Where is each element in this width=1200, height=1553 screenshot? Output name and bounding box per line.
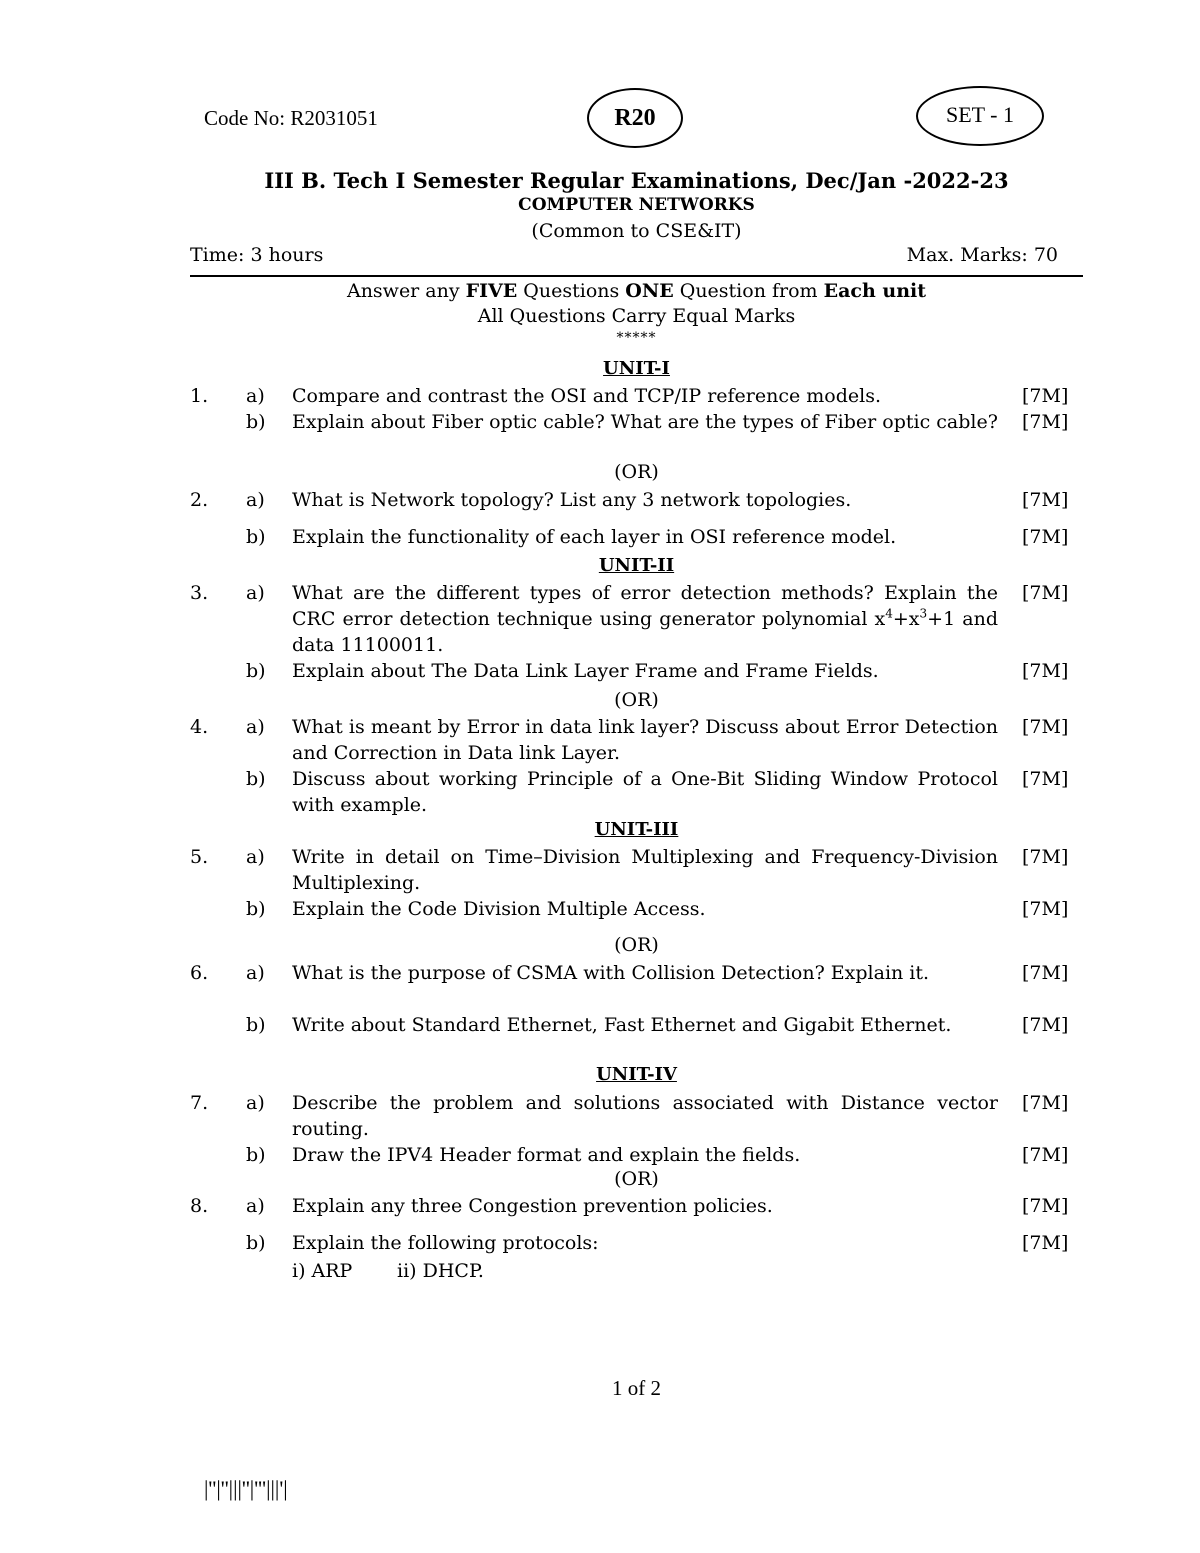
part-label: a) — [246, 582, 265, 604]
superscript: 4 — [885, 606, 893, 621]
question-text: Explain the following protocols: — [292, 1232, 599, 1254]
part-label: b) — [246, 1232, 266, 1254]
question-text: What is the purpose of CSMA with Collision Detection? Explain it. — [292, 962, 930, 984]
marks: [7M] — [1022, 526, 1069, 548]
instruction-line-2: All Questions Carry Equal Marks — [477, 305, 796, 327]
marks: [7M] — [1022, 898, 1069, 920]
part-label: a) — [246, 962, 265, 984]
question-text: Write about Standard Ethernet, Fast Ethernet and Gigabit Ethernet. — [292, 1014, 952, 1036]
or-separator: (OR) — [614, 1168, 659, 1190]
unit-heading: UNIT-III — [594, 819, 679, 840]
instr-text: Answer any — [346, 280, 466, 302]
part-label: b) — [246, 1144, 266, 1166]
subject-title: COMPUTER NETWORKS — [518, 195, 755, 215]
option-arp: i) ARP — [292, 1260, 353, 1282]
marks: [7M] — [1022, 489, 1069, 511]
question-text: Describe the problem and solutions associated with Distance vector routing. — [292, 1092, 998, 1140]
part-label: b) — [246, 768, 266, 790]
part-label: b) — [246, 526, 266, 548]
or-separator: (OR) — [614, 689, 659, 711]
marks: [7M] — [1022, 846, 1069, 868]
instr-bold: Each unit — [823, 280, 927, 302]
instr-bold: ONE — [625, 280, 674, 302]
set-badge: SET - 1 — [916, 86, 1044, 146]
unit-heading: UNIT-II — [598, 555, 675, 576]
question-text-part: +x — [892, 608, 920, 630]
part-label: b) — [246, 1014, 266, 1036]
question-text: Explain about The Data Link Layer Frame and Frame Fields. — [292, 660, 879, 682]
question-number: 6. — [190, 962, 209, 984]
instr-bold: FIVE — [465, 280, 518, 302]
marks: [7M] — [1022, 716, 1069, 738]
marks: [7M] — [1022, 962, 1069, 984]
regulation-badge: R20 — [587, 88, 683, 148]
marks: [7M] — [1022, 1092, 1069, 1114]
or-separator: (OR) — [614, 934, 659, 956]
marks: [7M] — [1022, 385, 1069, 407]
question-text: Write in detail on Time–Division Multiplexing and Frequency-Division Multiplexing. — [292, 846, 998, 894]
marks: [7M] — [1022, 1195, 1069, 1217]
question-text: Draw the IPV4 Header format and explain the fields. — [292, 1144, 801, 1166]
part-label: a) — [246, 1092, 265, 1114]
stars-separator: ***** — [616, 330, 657, 346]
question-text: What is Network topology? List any 3 network topologies. — [292, 489, 852, 511]
time-allowed: Time: 3 hours — [190, 244, 324, 266]
question-number: 2. — [190, 489, 209, 511]
part-label: b) — [246, 660, 266, 682]
header-divider — [190, 275, 1083, 277]
question-number: 1. — [190, 385, 209, 407]
part-label: a) — [246, 489, 265, 511]
part-label: b) — [246, 898, 266, 920]
question-text: Discuss about working Principle of a One-Bit Sliding Window Protocol with example. — [292, 768, 998, 816]
marks: [7M] — [1022, 1014, 1069, 1036]
question-text: Explain any three Congestion prevention policies. — [292, 1195, 773, 1217]
max-marks: Max. Marks: 70 — [906, 244, 1058, 266]
instr-text: Question from — [673, 280, 824, 302]
time-marks-row — [190, 244, 1083, 266]
part-label: a) — [246, 716, 265, 738]
question-text — [292, 580, 998, 658]
question-text: Explain the functionality of each layer in OSI reference model. — [292, 526, 897, 548]
marks: [7M] — [1022, 1144, 1069, 1166]
page-number: 1 of 2 — [612, 1376, 661, 1400]
unit-heading: UNIT-I — [603, 358, 670, 379]
marks: [7M] — [1022, 768, 1069, 790]
exam-title: III B. Tech I Semester Regular Examinations, Dec/Jan -2022-23 — [264, 168, 1009, 193]
marks: [7M] — [1022, 660, 1069, 682]
part-label: a) — [246, 1195, 265, 1217]
part-label: b) — [246, 411, 266, 433]
question-text: Compare and contrast the OSI and TCP/IP reference models. — [292, 385, 882, 407]
question-number: 8. — [190, 1195, 209, 1217]
question-number: 7. — [190, 1092, 209, 1114]
question-text: What is meant by Error in data link layer? Discuss about Error Detection and Correction in Data link Layer. — [292, 716, 998, 764]
or-separator: (OR) — [614, 461, 659, 483]
superscript: 3 — [919, 606, 928, 621]
question-number: 4. — [190, 716, 209, 738]
instr-text: Questions — [517, 280, 626, 302]
question-text-part: +1 and data 11100011. — [292, 608, 998, 656]
part-label: a) — [246, 846, 265, 868]
instruction-line-1 — [190, 280, 1083, 302]
question-text: Explain about Fiber optic cable? What are the types of Fiber optic cable? — [292, 411, 998, 433]
question-text-part: What are the different types of error detection methods? Explain the CRC error detection technique using generator polynomial x — [292, 582, 998, 630]
marks: [7M] — [1022, 411, 1069, 433]
barcode-mark: |''|''|||''|'''|||'| — [204, 1476, 288, 1501]
option-dhcp: ii) DHCP. — [397, 1260, 484, 1282]
part-label: a) — [246, 385, 265, 407]
unit-heading: UNIT-IV — [596, 1064, 677, 1085]
marks: [7M] — [1022, 1232, 1069, 1254]
question-text: Explain the Code Division Multiple Access. — [292, 898, 706, 920]
question-number: 5. — [190, 846, 209, 868]
code-number: Code No: R2031051 — [204, 106, 378, 130]
common-to: (Common to CSE&IT) — [531, 220, 742, 242]
marks: [7M] — [1022, 582, 1069, 604]
question-number: 3. — [190, 582, 209, 604]
